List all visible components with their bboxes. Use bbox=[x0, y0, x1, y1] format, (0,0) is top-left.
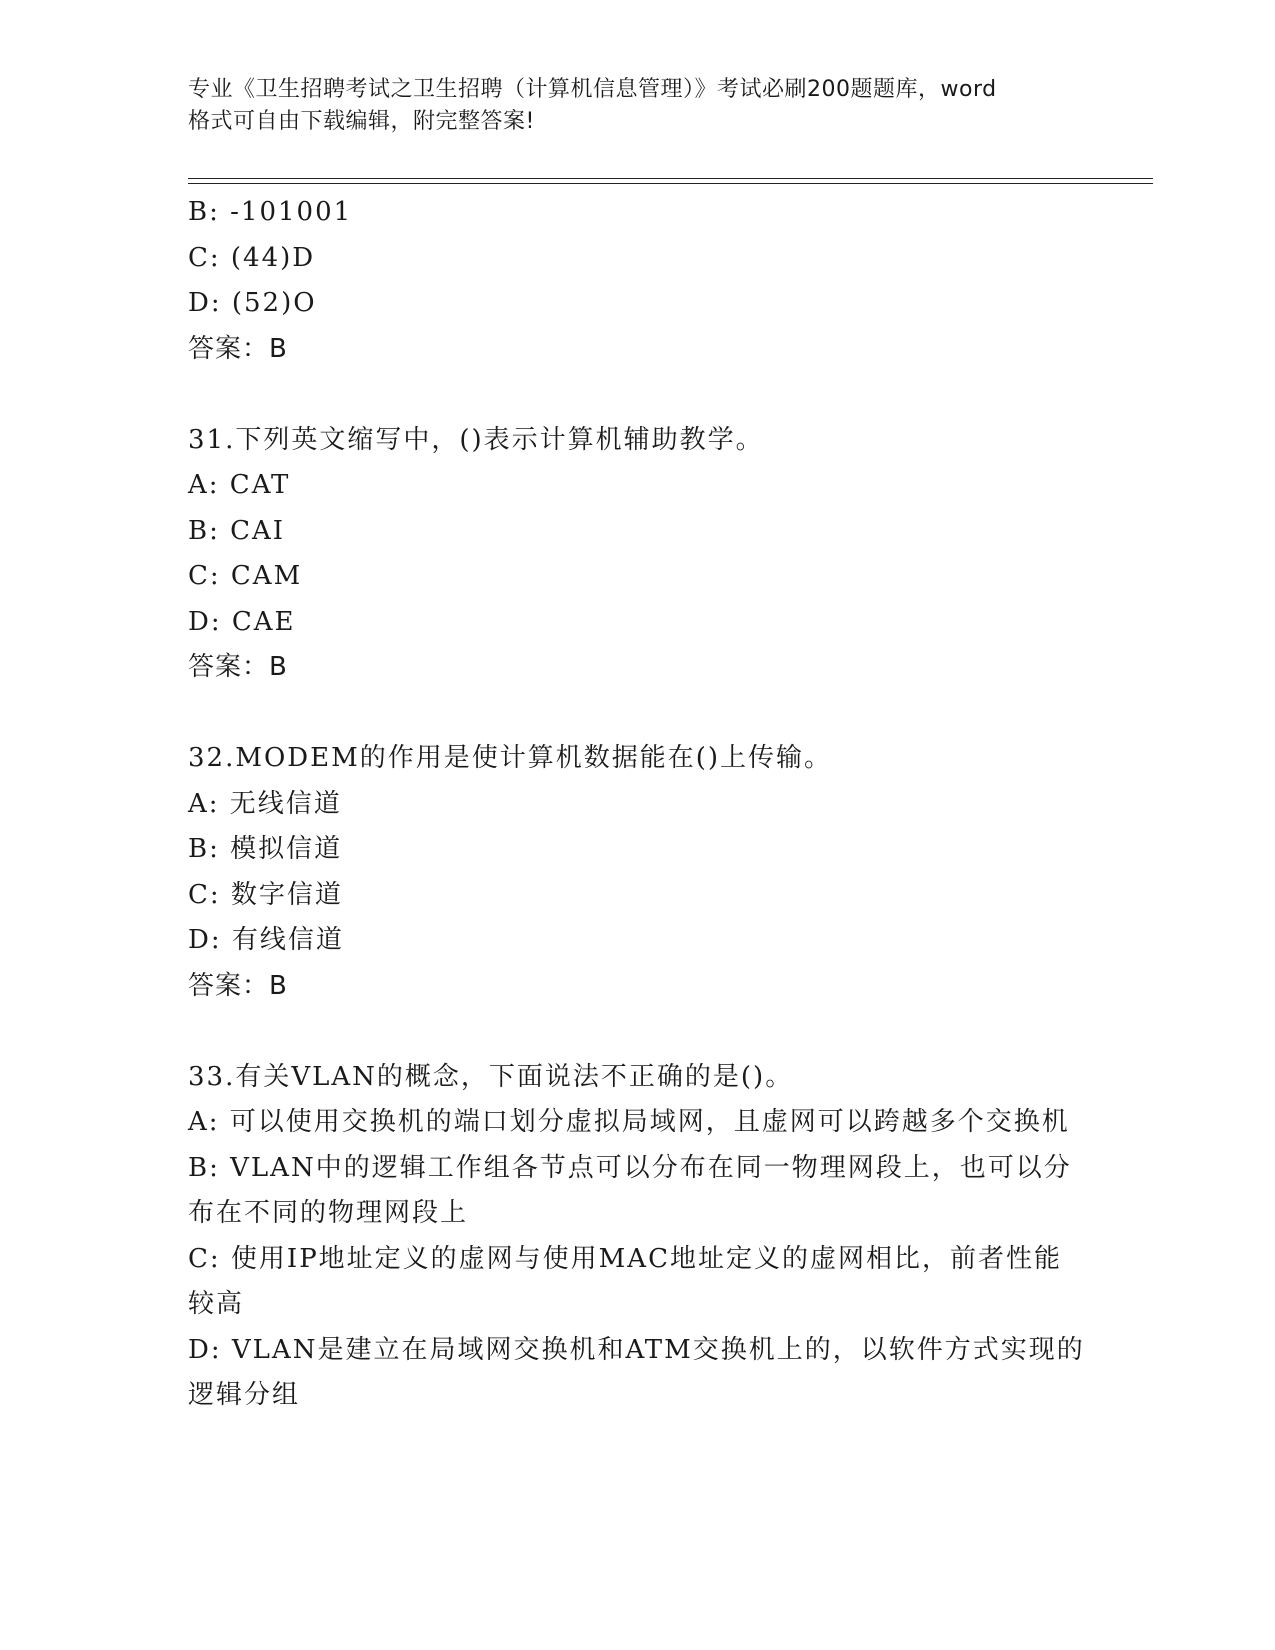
option-line: D: VLAN是建立在局域网交换机和ATM交换机上的，以软件方式实现的逻辑分组 bbox=[188, 1334, 1085, 1410]
spacer bbox=[188, 691, 1088, 737]
question-stem: 31.下列英文缩写中，()表示计算机辅助教学。 bbox=[188, 424, 764, 455]
spacer bbox=[188, 1009, 1088, 1055]
option-line: C: CAM bbox=[188, 561, 303, 591]
header-line-1: 专业《卫生招聘考试之卫生招聘（计算机信息管理）》考试必刷200题题库，word bbox=[188, 77, 997, 102]
option-line: B: CAI bbox=[188, 515, 286, 546]
answer-line: 答案：B bbox=[188, 333, 288, 364]
option-line: B: VLAN中的逻辑工作组各节点可以分布在同一物理网段上，也可以分布在不同的物理网段上 bbox=[188, 1152, 1072, 1228]
answer-line: 答案：B bbox=[188, 652, 288, 682]
option-line: A: 无线信道 bbox=[188, 788, 342, 819]
header-line-2: 格式可自由下载编辑，附完整答案! bbox=[188, 109, 535, 134]
spacer bbox=[188, 372, 1088, 418]
option-line: A: CAT bbox=[188, 470, 291, 500]
question-stem: 33.有关VLAN的概念，下面说法不正确的是()。 bbox=[188, 1061, 794, 1092]
option-line: C: 使用IP地址定义的虚网与使用MAC地址定义的虚网相比，前者性能较高 bbox=[188, 1243, 1062, 1319]
question-content bbox=[188, 190, 1088, 1419]
answer-line: 答案：B bbox=[188, 970, 288, 1001]
option-line: B: 模拟信道 bbox=[188, 834, 343, 864]
option-line: A: 可以使用交换机的端口划分虚拟局域网，且虚网可以跨越多个交换机 bbox=[188, 1107, 1070, 1137]
option-line: C: 数字信道 bbox=[188, 879, 343, 910]
option-line: B: -101001 bbox=[188, 197, 353, 227]
option-line: D: (52)O bbox=[188, 288, 317, 318]
option-line: C: (44)D bbox=[188, 242, 316, 273]
option-line: D: CAE bbox=[188, 606, 296, 637]
question-stem: 32.MODEM的作用是使计算机数据能在()上传输。 bbox=[188, 743, 833, 773]
page-header bbox=[188, 74, 1088, 138]
header-rule-bottom bbox=[188, 183, 1153, 184]
header-rule-top bbox=[188, 178, 1153, 179]
option-line: D: 有线信道 bbox=[188, 925, 344, 955]
